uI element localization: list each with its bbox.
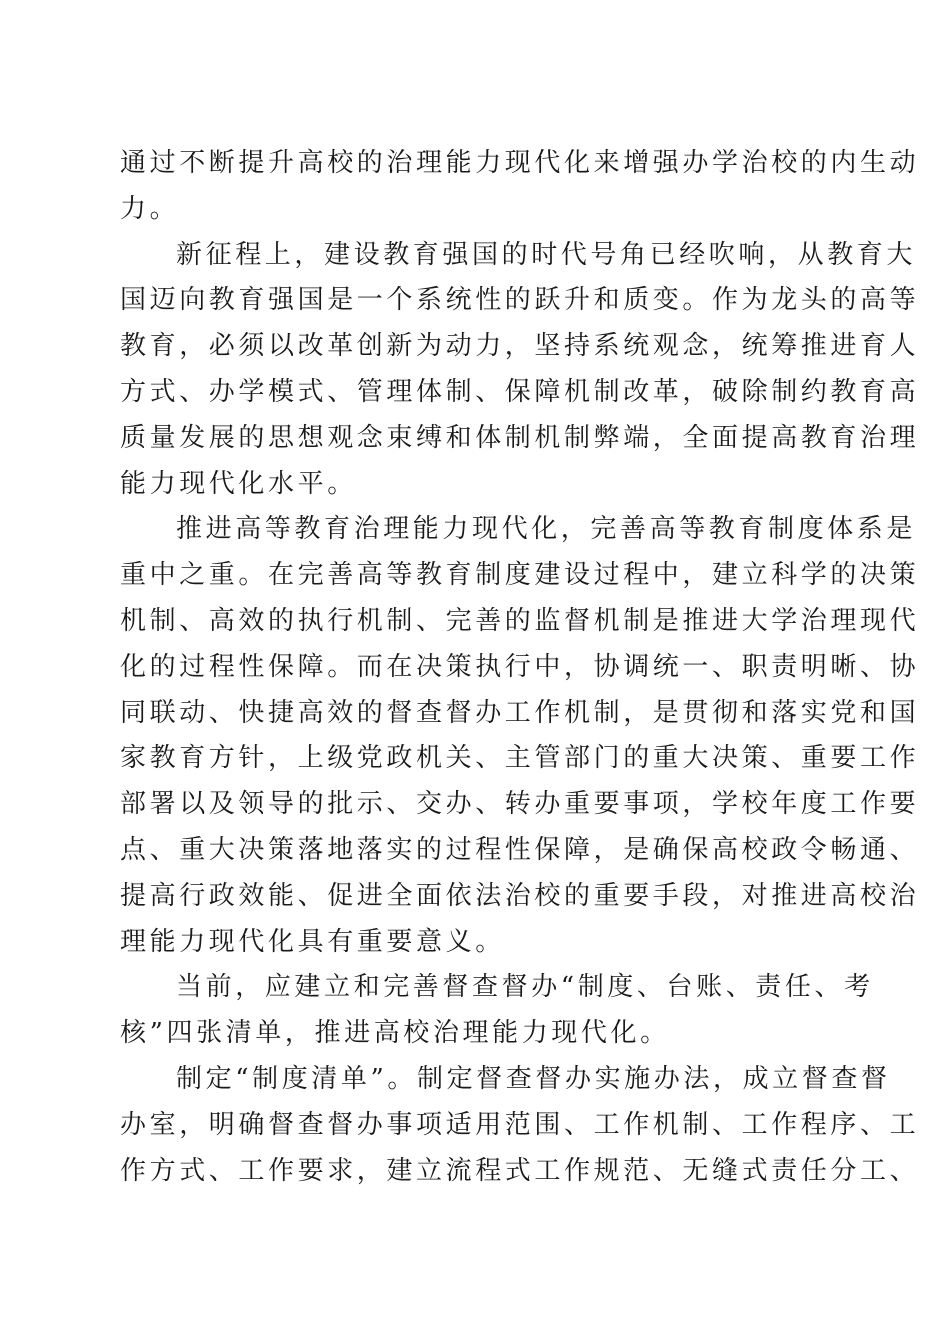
text-line: 化的过程性保障。而在决策执行中，协调统一、职责明晰、协 (120, 651, 920, 682)
text-line: 理能力现代化具有重要意义。 (120, 926, 505, 957)
text-line: 国迈向教育强国是一个系统性的跃升和质变。作为龙头的高等 (120, 285, 920, 316)
text-line: 机制、高效的执行机制、完善的监督机制是推进大学治理现代 (120, 605, 920, 636)
text-line: 核”四张清单，推进高校治理能力现代化。 (120, 1018, 670, 1049)
text-line: 点、重大决策落地落实的过程性保障，是确保高校政令畅通、 (120, 834, 920, 865)
text-line: 家教育方针，上级党政机关、主管部门的重大决策、重要工作 (120, 743, 920, 774)
text-line: 通过不断提升高校的治理能力现代化来增强办学治校的内生动 (120, 148, 920, 178)
body-text (120, 141, 920, 1194)
paragraph-first-line: 制定“制度清单”。制定督查督办实施办法，成立督查督 (176, 1063, 891, 1094)
text-line: 部署以及领导的批示、交办、转办重要事项，学校年度工作要 (120, 789, 920, 820)
paragraph-first-line: 当前，应建立和完善督查督办“制度、台账、责任、考 (176, 972, 874, 1003)
text-line: 质量发展的思想观念束缚和体制机制弊端，全面提高教育治理 (120, 422, 920, 453)
text-line: 作方式、工作要求，建立流程式工作规范、无缝式责任分工、 (120, 1155, 920, 1186)
text-line: 能力现代化水平。 (120, 468, 357, 499)
paragraph-first-line: 新征程上，建设教育强国的时代号角已经吹响，从教育大 (176, 239, 917, 270)
paragraph-first-line: 推进高等教育治理能力现代化，完善高等教育制度体系是 (176, 514, 917, 545)
text-line: 力。 (120, 193, 180, 224)
text-line: 方式、办学模式、管理体制、保障机制改革，破除制约教育高 (120, 376, 920, 407)
text-line: 重中之重。在完善高等教育制度建设过程中，建立科学的决策 (120, 560, 920, 591)
text-line: 办室，明确督查督办事项适用范围、工作机制、工作程序、工 (120, 1109, 920, 1140)
text-line: 同联动、快捷高效的督查督办工作机制，是贯彻和落实党和国 (120, 697, 920, 728)
text-line: 教育，必须以改革创新为动力，坚持系统观念，统筹推进育人 (120, 331, 920, 362)
text-line: 提高行政效能、促进全面依法治校的重要手段，对推进高校治 (120, 880, 920, 911)
